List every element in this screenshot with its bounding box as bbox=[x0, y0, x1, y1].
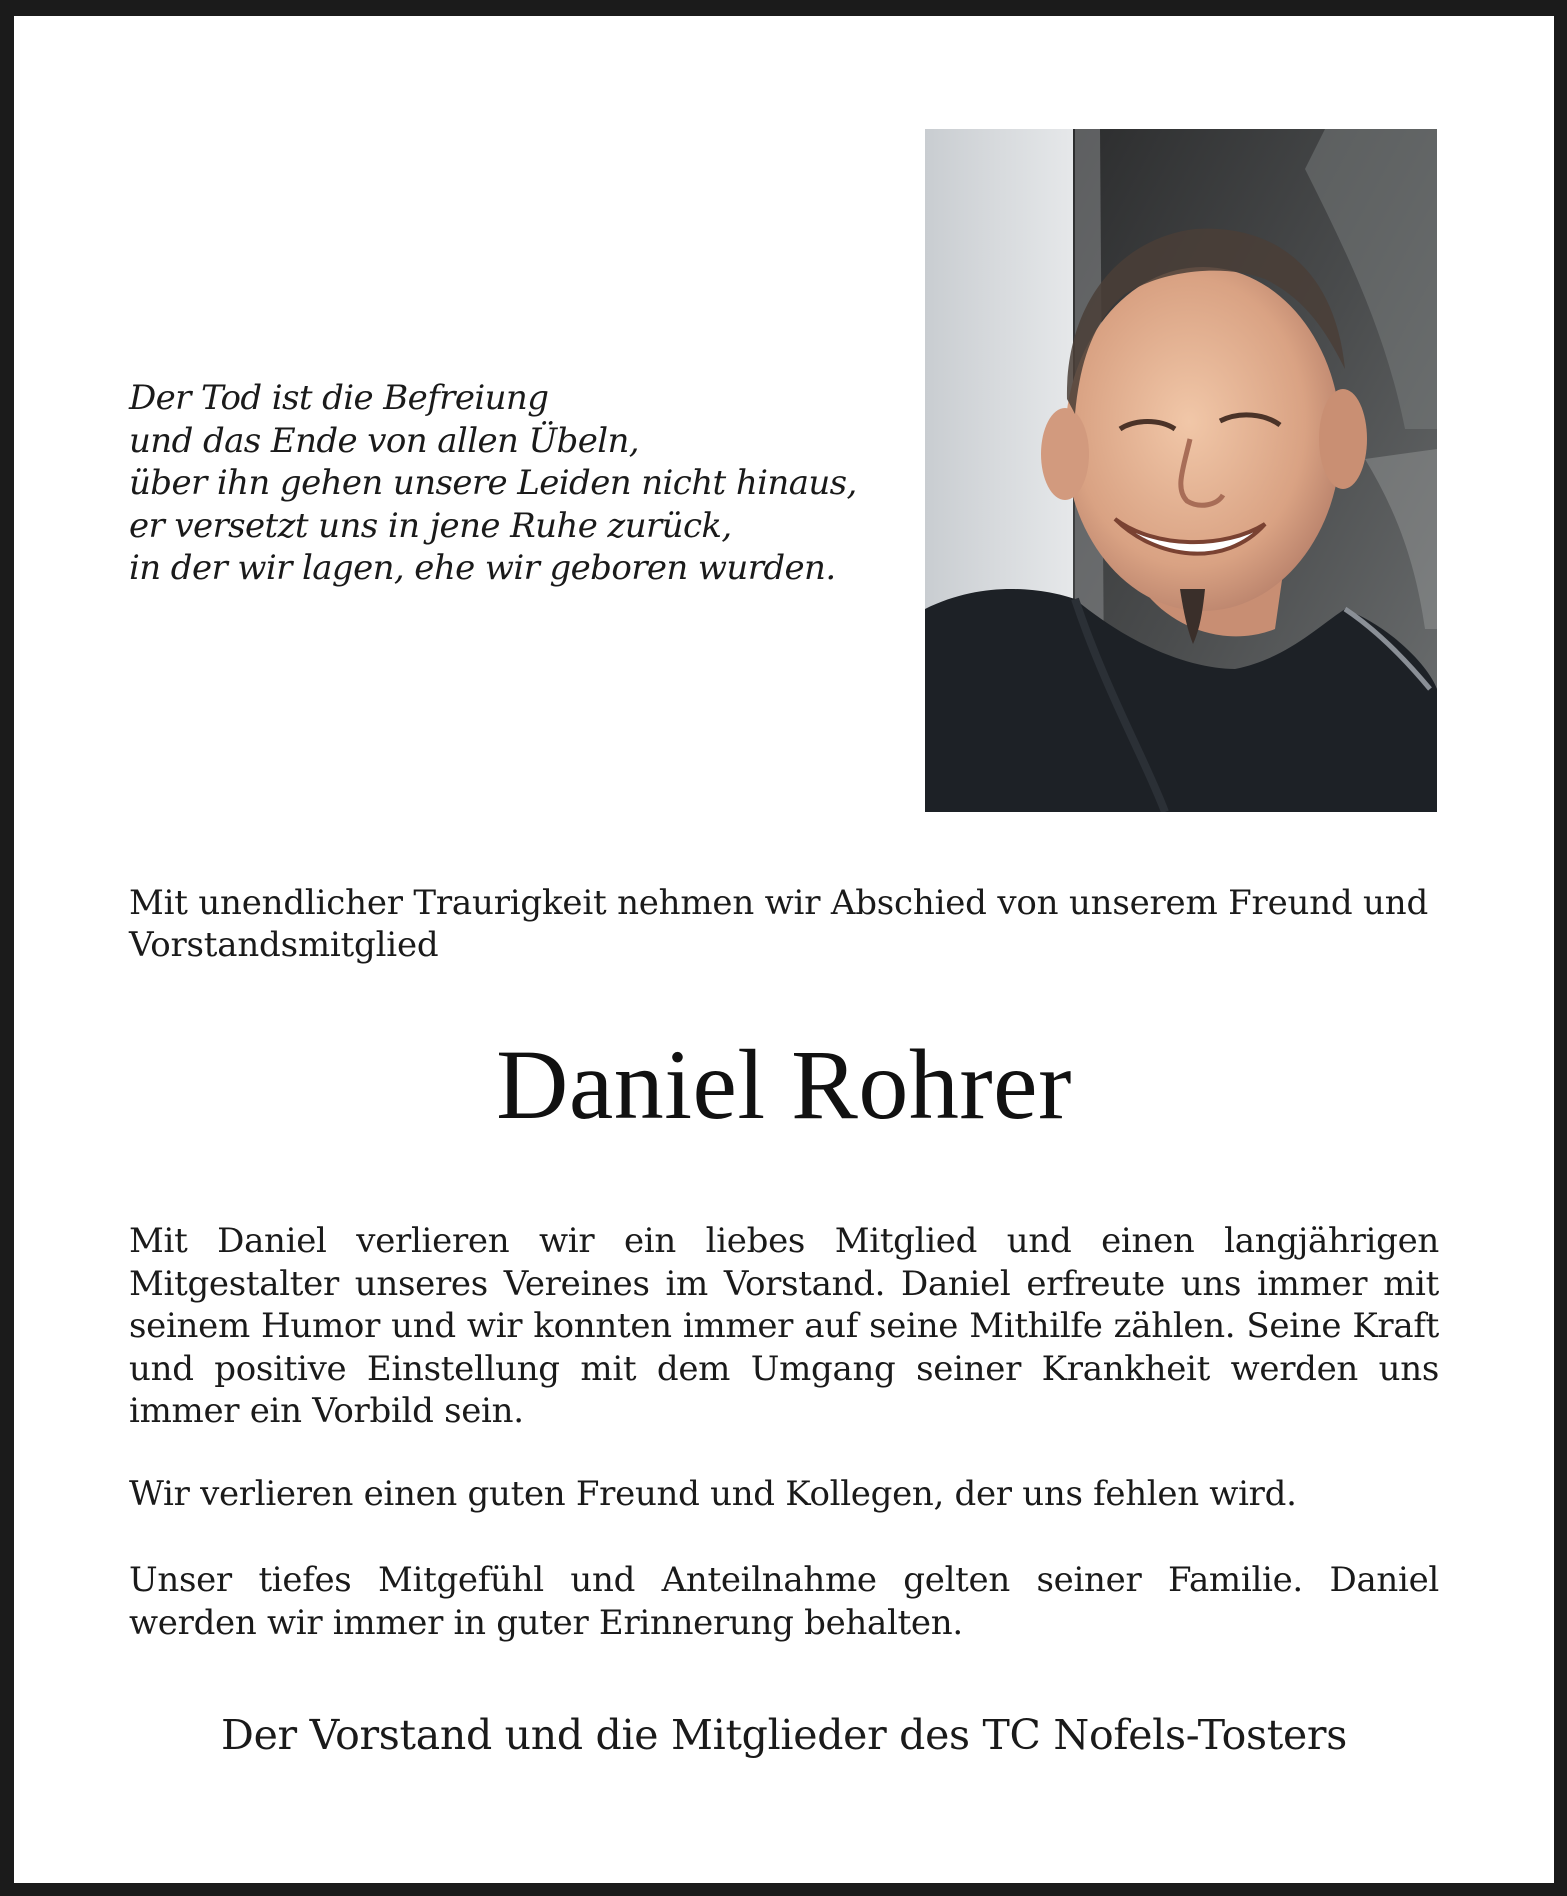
poem-quote bbox=[129, 377, 857, 590]
paragraph-friend: Wir verlieren einen guten Freund und Kollegen, der uns fehlen wird. bbox=[129, 1474, 1297, 1514]
poem-line: er versetzt uns in jene Ruhe zurück, bbox=[129, 505, 732, 546]
poem-line: über ihn gehen unsere Leiden nicht hinaus, bbox=[129, 463, 857, 503]
poem-line: Der Tod ist die Befreiung bbox=[129, 378, 549, 418]
poem-line: in der wir lagen, ehe wir geboren wurden. bbox=[129, 548, 836, 588]
paragraph-tribute: Mit Daniel verlieren wir ein liebes Mitglied und einen langjährigen Mitgestalter unseres Vereines im Vorstand. Daniel erfreute uns immer mit seinem Humor und wir konnten immer auf seine Mithilfe zählen. Seine Kraft und positive Einstellung mit dem Umgang seiner Krankheit werden uns immer ein Vorbild sein. bbox=[129, 1221, 1439, 1431]
signature: Der Vorstand und die Mitglieder des TC Nofels-Tosters bbox=[221, 1711, 1347, 1759]
paragraph-condolence: Unser tiefes Mitgefühl und Anteilnahme gelten seiner Familie. Daniel werden wir immer in guter Erinnerung behalten. bbox=[129, 1560, 1439, 1643]
portrait-photo bbox=[925, 129, 1437, 812]
intro-text: Mit unendlicher Traurigkeit nehmen wir Abschied von unserem Freund und Vorstandsmitglied bbox=[129, 883, 1429, 965]
portrait-photo-icon bbox=[925, 129, 1437, 812]
poem-line: und das Ende von allen Übeln, bbox=[129, 420, 640, 461]
deceased-name: Daniel Rohrer bbox=[496, 1029, 1072, 1140]
